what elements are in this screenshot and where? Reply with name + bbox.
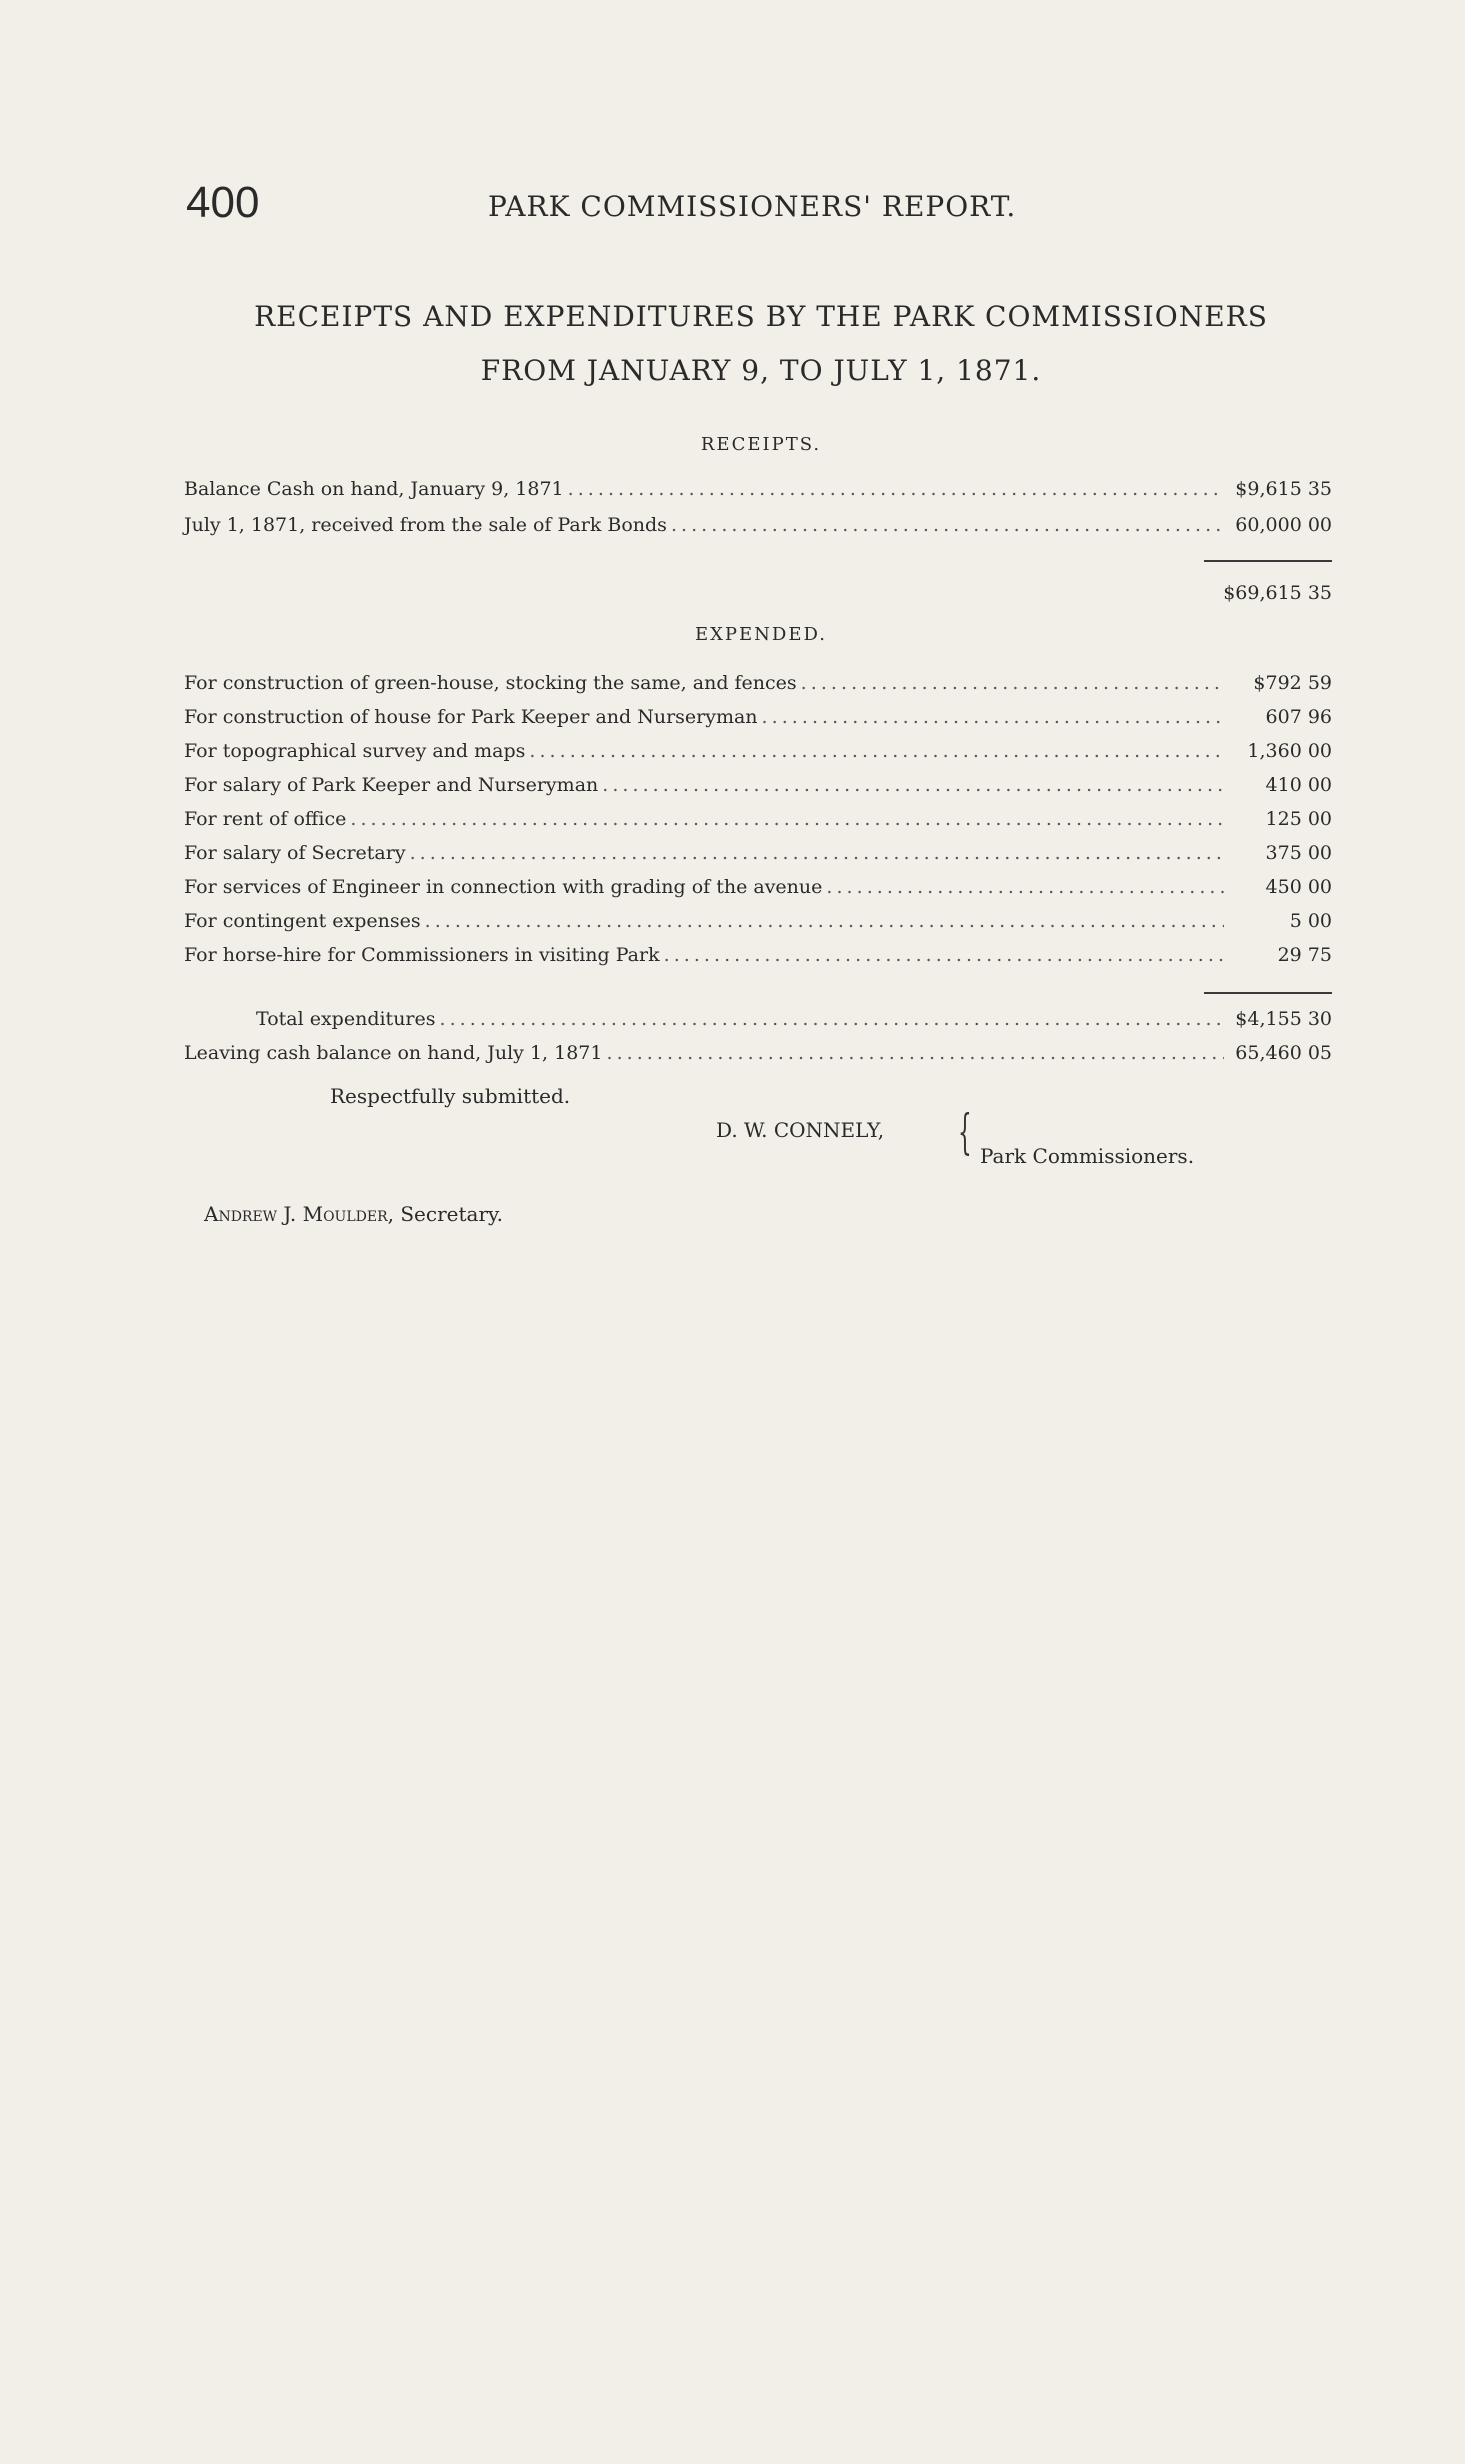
signer-role: Park Commissioners. [980,1144,1195,1168]
expense-amount: 607 96 [1265,706,1332,728]
expense-amount: 5 00 [1289,910,1332,932]
receipt-amount: 60,000 00 [1235,514,1332,536]
expense-row [184,672,1332,702]
total-amount: $4,155 30 [1235,1008,1332,1030]
expense-label: For rent of office [184,808,347,830]
receipt-label: Balance Cash on hand, January 9, 1871 [184,478,564,500]
expense-label: For construction of green-house, stocking the same, and fences [184,672,797,694]
page-header [186,178,1336,238]
report-title-line-1: RECEIPTS AND EXPENDITURES BY THE PARK COMMISSIONERS [254,300,1268,333]
expense-amount: 29 75 [1277,944,1332,966]
expense-label: For horse-hire for Commissioners in visiting Park [184,944,660,966]
receipt-row [184,514,1332,544]
expense-label: For construction of house for Park Keeper and Nurseryman [184,706,758,728]
expense-label: For contingent expenses [184,910,421,932]
expense-label: For services of Engineer in connection with grading of the avenue [184,876,823,898]
total-label: Total expenditures [256,1008,436,1030]
balance-amount: 65,460 05 [1235,1042,1332,1064]
receipt-amount: $9,615 35 [1235,478,1332,500]
brace-mark: { [958,1104,972,1160]
leader-dots [826,876,1224,898]
receipts-total: $69,615 35 [1223,582,1332,604]
expense-amount: $792 59 [1253,672,1332,694]
expense-amount: 375 00 [1265,842,1332,864]
receipt-label: July 1, 1871, received from the sale of Park Bonds [184,514,667,536]
report-title-line-2: FROM JANUARY 9, TO JULY 1, 1871. [480,354,1042,387]
expenses-sum-rule [1204,992,1332,994]
receipts-heading: RECEIPTS. [700,434,822,455]
leader-dots [602,774,1224,796]
expense-amount: 1,360 00 [1247,740,1332,762]
expense-row [184,944,1332,974]
receipts-sum-rule [1204,560,1332,562]
receipt-row [184,478,1332,508]
expense-row [184,876,1332,906]
leader-dots [671,514,1224,536]
expense-row [184,842,1332,872]
leader-dots [529,740,1224,762]
leader-dots [568,478,1224,500]
running-head: PARK COMMISSIONERS' REPORT. [488,190,1017,223]
leader-dots [762,706,1224,728]
balance-row [184,1042,1332,1072]
page-number: 400 [186,178,260,227]
expense-row [184,706,1332,736]
expense-row [184,740,1332,770]
expense-label: For salary of Park Keeper and Nurseryman [184,774,599,796]
secretary-signature [204,1202,503,1226]
expense-amount: 410 00 [1265,774,1332,796]
respectfully-submitted: Respectfully submitted. [330,1084,571,1108]
expense-amount: 450 00 [1265,876,1332,898]
expense-row [184,774,1332,804]
secretary-title: Secretary. [400,1202,504,1226]
expended-heading: EXPENDED. [694,624,828,645]
signer-name: D. W. CONNELY, [716,1118,885,1142]
leader-dots [350,808,1224,830]
expense-amount: 125 00 [1265,808,1332,830]
secretary-name: Andrew J. Moulder, [204,1202,394,1226]
expense-label: For topographical survey and maps [184,740,526,762]
leader-dots [606,1042,1224,1064]
expense-label: For salary of Secretary [184,842,406,864]
expense-row [184,910,1332,940]
expense-row [184,808,1332,838]
leader-dots [664,944,1224,966]
leader-dots [440,1008,1224,1030]
leader-dots [425,910,1224,932]
total-expenditures-row [256,1008,1332,1038]
leader-dots [801,672,1224,694]
balance-label: Leaving cash balance on hand, July 1, 1871 [184,1042,603,1064]
leader-dots [410,842,1224,864]
